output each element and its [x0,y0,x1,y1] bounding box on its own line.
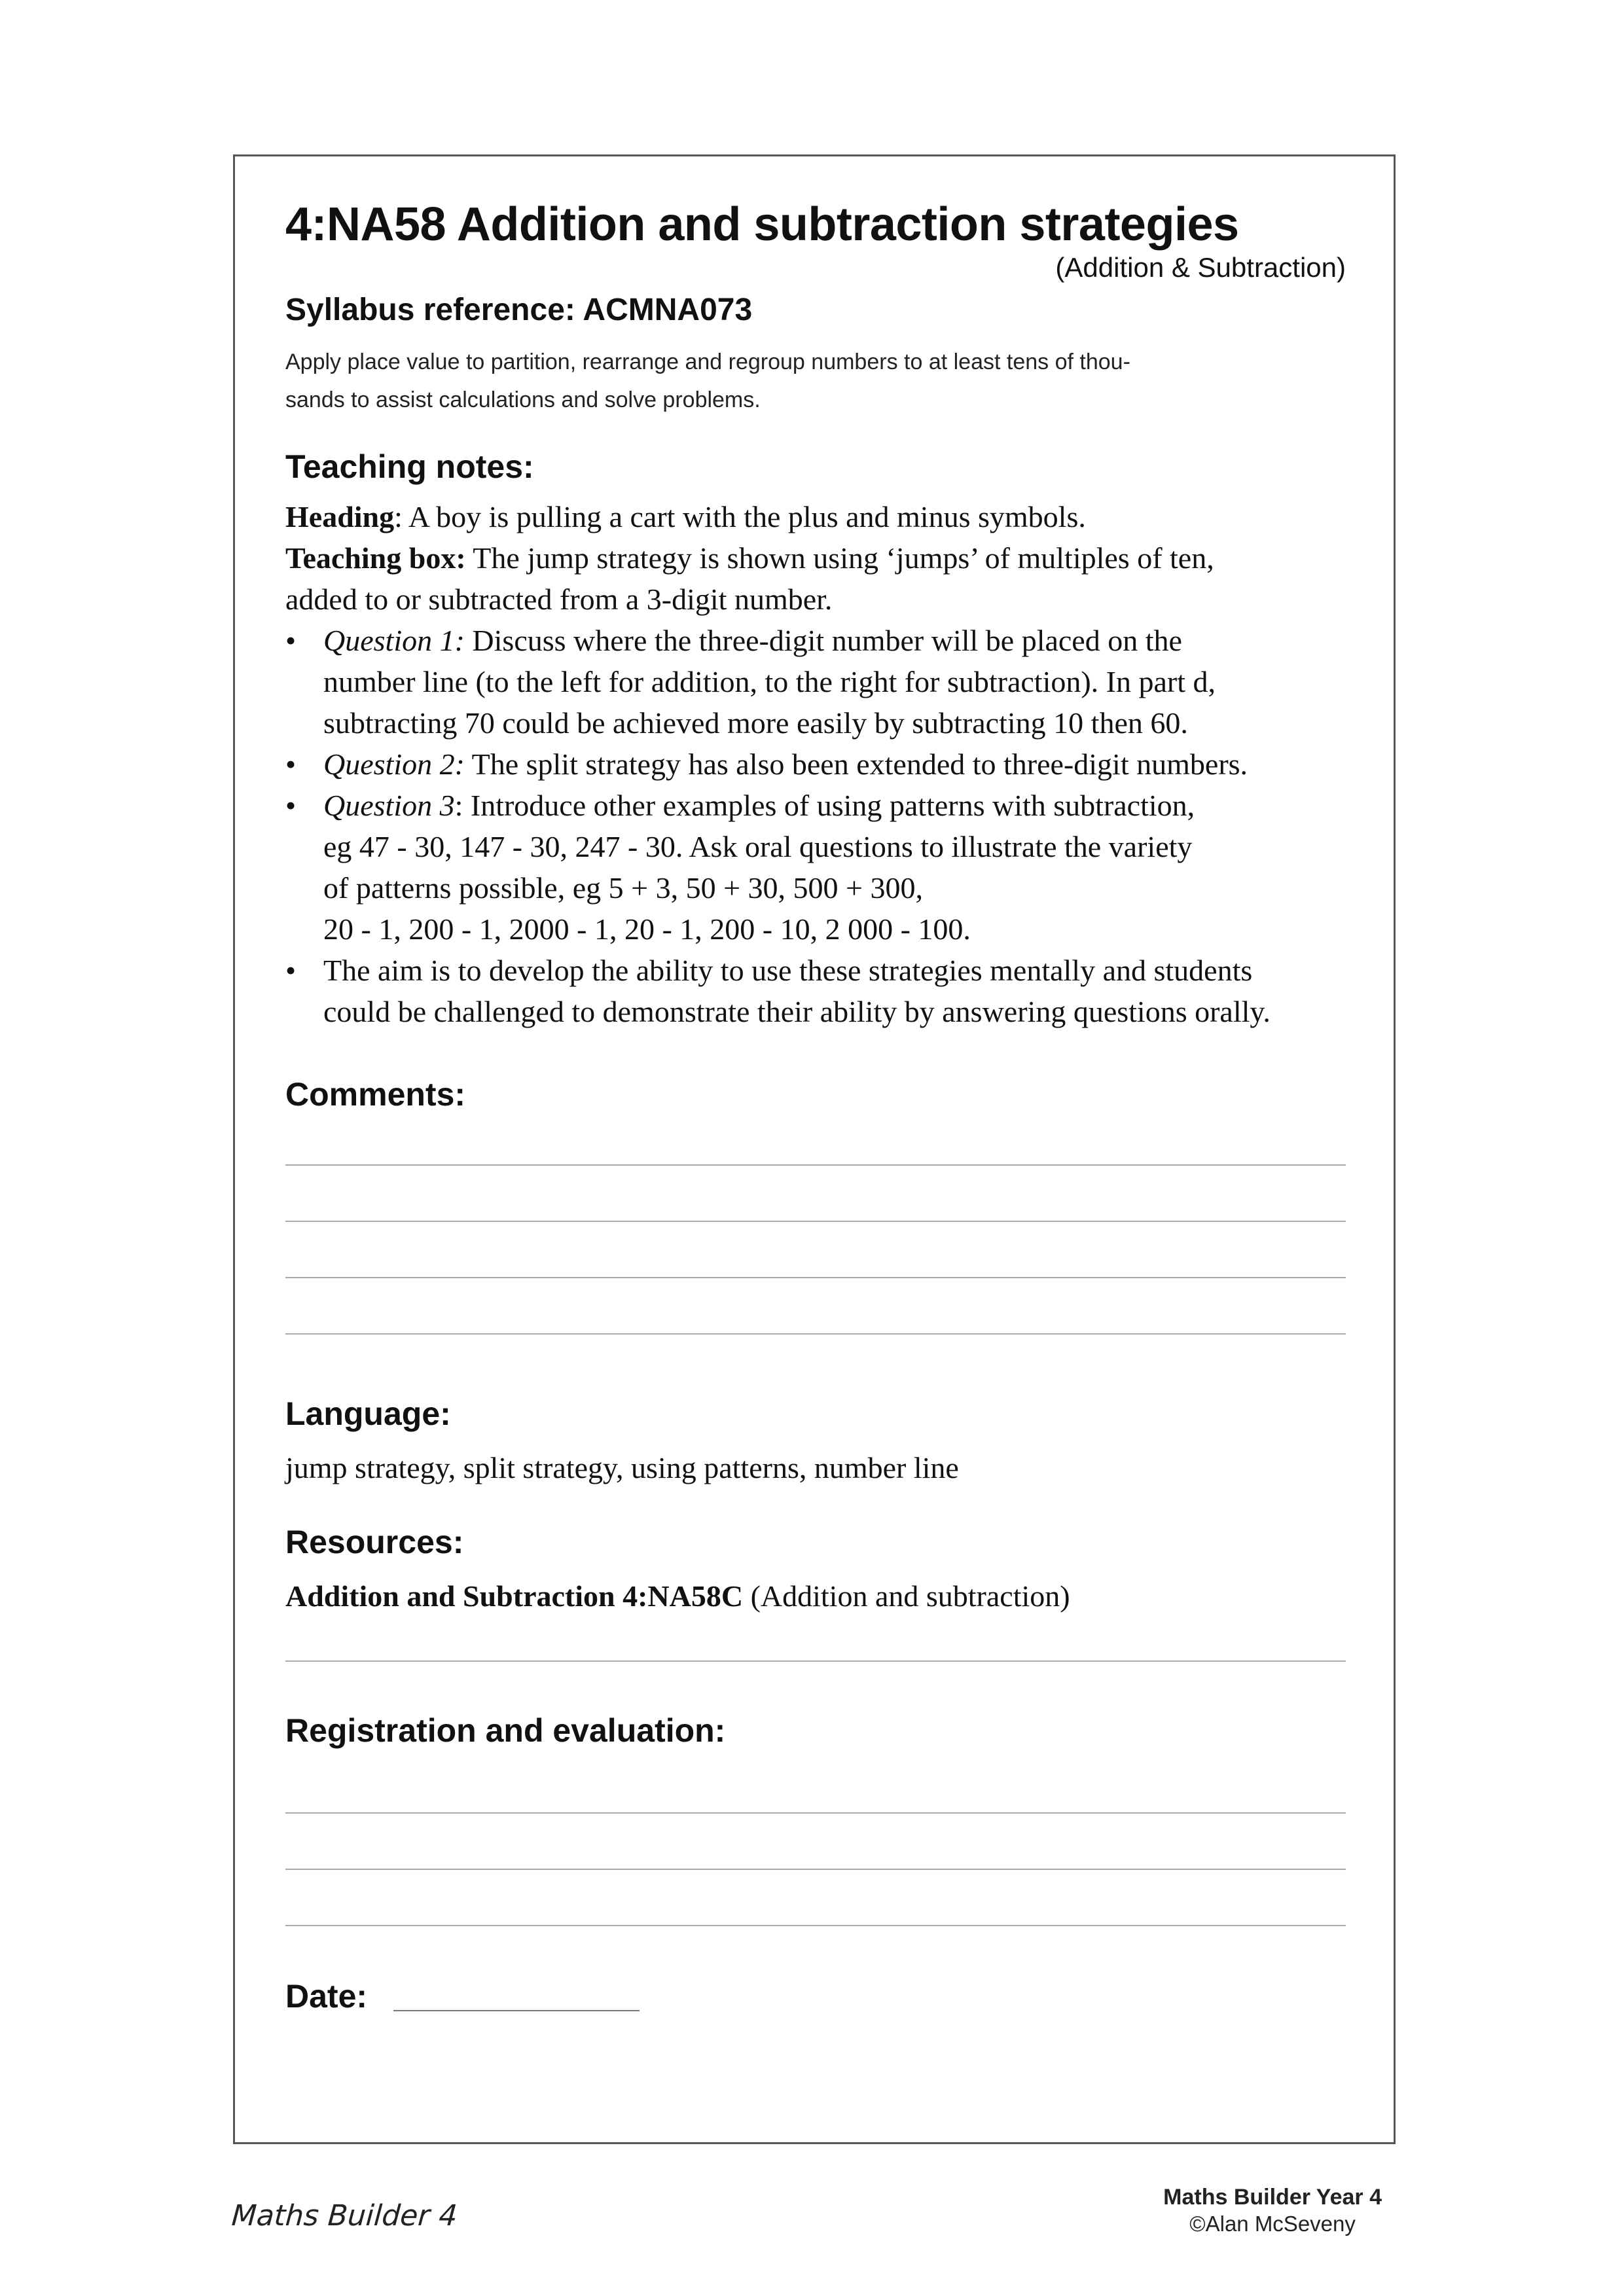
bullet-icon: • [285,954,297,987]
strand-label: (Addition & Subtraction) [1055,252,1346,283]
comments-heading: Comments: [285,1076,466,1113]
language-text: jump strategy, split strategy, using patterns, number line [285,1451,959,1484]
resources-title: Addition and Subtraction 4:NA58C [285,1579,744,1613]
teaching-box-line-1: The jump strategy is shown using ‘jumps’ of multiples of ten, [465,541,1214,575]
notes-list [285,620,1346,1032]
list-item-question-3 [285,785,1346,950]
question-2-label: Question 2: [323,747,465,781]
resources-heading: Resources: [285,1524,464,1560]
language-heading: Language: [285,1395,451,1432]
teaching-box-note [285,537,1346,579]
question-1-line-1: Discuss where the three-digit number will be placed on the [464,624,1182,657]
resources-line[interactable] [285,1660,1346,1662]
syllabus-description [285,342,1346,420]
aim-line-1: The aim is to develop the ability to use these strategies mentally and students [323,954,1253,987]
aim-line-2: could be challenged to demonstrate their ability by answering questions orally. [323,995,1271,1028]
registration-heading: Registration and evaluation: [285,1712,726,1749]
date-row [285,1976,1346,2017]
comments-line-1[interactable] [285,1164,1346,1166]
date-label: Date: [285,1978,368,2015]
registration-writing-area[interactable] [285,1812,1346,1926]
bullet-icon: • [285,789,297,822]
question-1-line-2: number line (to the left for addition, to the right for subtraction). In part d, [323,665,1216,698]
registration-line-1[interactable] [285,1812,1346,1814]
comments-line-3[interactable] [285,1277,1346,1278]
question-1-label: Question 1: [323,624,465,657]
heading-note [285,496,1346,537]
syllabus-description-line-2: sands to assist calculations and solve problems. [285,387,761,412]
question-3-line-1: : Introduce other examples of using patterns with subtraction, [454,789,1195,822]
question-1-line-3: subtracting 70 could be achieved more easily by subtracting 10 then 60. [323,706,1188,740]
question-3-line-4: 20 - 1, 200 - 1, 2000 - 1, 20 - 1, 200 - 10, 2 000 - 100. [323,912,971,946]
teaching-box-label: Teaching box: [285,541,466,575]
heading-note-text: : A boy is pulling a cart with the plus and minus symbols. [394,500,1086,533]
comments-line-4[interactable] [285,1333,1346,1335]
question-2-line-1: The split strategy has also been extended to three-digit numbers. [464,747,1248,781]
bullet-icon: • [285,747,297,781]
comments-writing-area[interactable] [285,1164,1346,1335]
list-item-question-2 [285,744,1346,785]
date-field[interactable] [393,2010,640,2011]
syllabus-description-line-1: Apply place value to partition, rearrange and regroup numbers to at least tens of thou- [285,350,1130,374]
resources-text [285,1577,1346,1616]
resources-subtitle: (Addition and subtraction) [743,1579,1070,1613]
question-3-line-2: eg 47 - 30, 147 - 30, 247 - 30. Ask oral questions to illustrate the variety [323,830,1193,863]
teaching-notes-heading: Teaching notes: [285,448,534,485]
syllabus-reference: Syllabus reference: ACMNA073 [285,293,753,327]
bullet-icon: • [285,624,297,657]
list-item-aim [285,950,1346,1032]
list-item-question-1 [285,620,1346,744]
registration-line-2[interactable] [285,1869,1346,1870]
teaching-box-line-2: added to or subtracted from a 3-digit number. [285,583,833,616]
page-title: 4:NA58 Addition and subtraction strategies [285,198,1239,251]
footer-book-title: Maths Builder Year 4 [1163,2185,1382,2210]
teaching-notes-body [285,496,1346,1032]
footer-credit [1163,2183,1382,2237]
heading-note-label: Heading [285,500,395,533]
question-3-line-3: of patterns possible, eg 5 + 3, 50 + 30, 500 + 300, [323,871,923,905]
worksheet-content [285,196,1346,2017]
comments-line-2[interactable] [285,1221,1346,1222]
footer-copyright: ©Alan McSeveny [1189,2212,1356,2236]
registration-line-3[interactable] [285,1925,1346,1926]
question-3-label: Question 3 [323,789,455,822]
footer-brand: Maths Builder 4 [230,2199,459,2233]
